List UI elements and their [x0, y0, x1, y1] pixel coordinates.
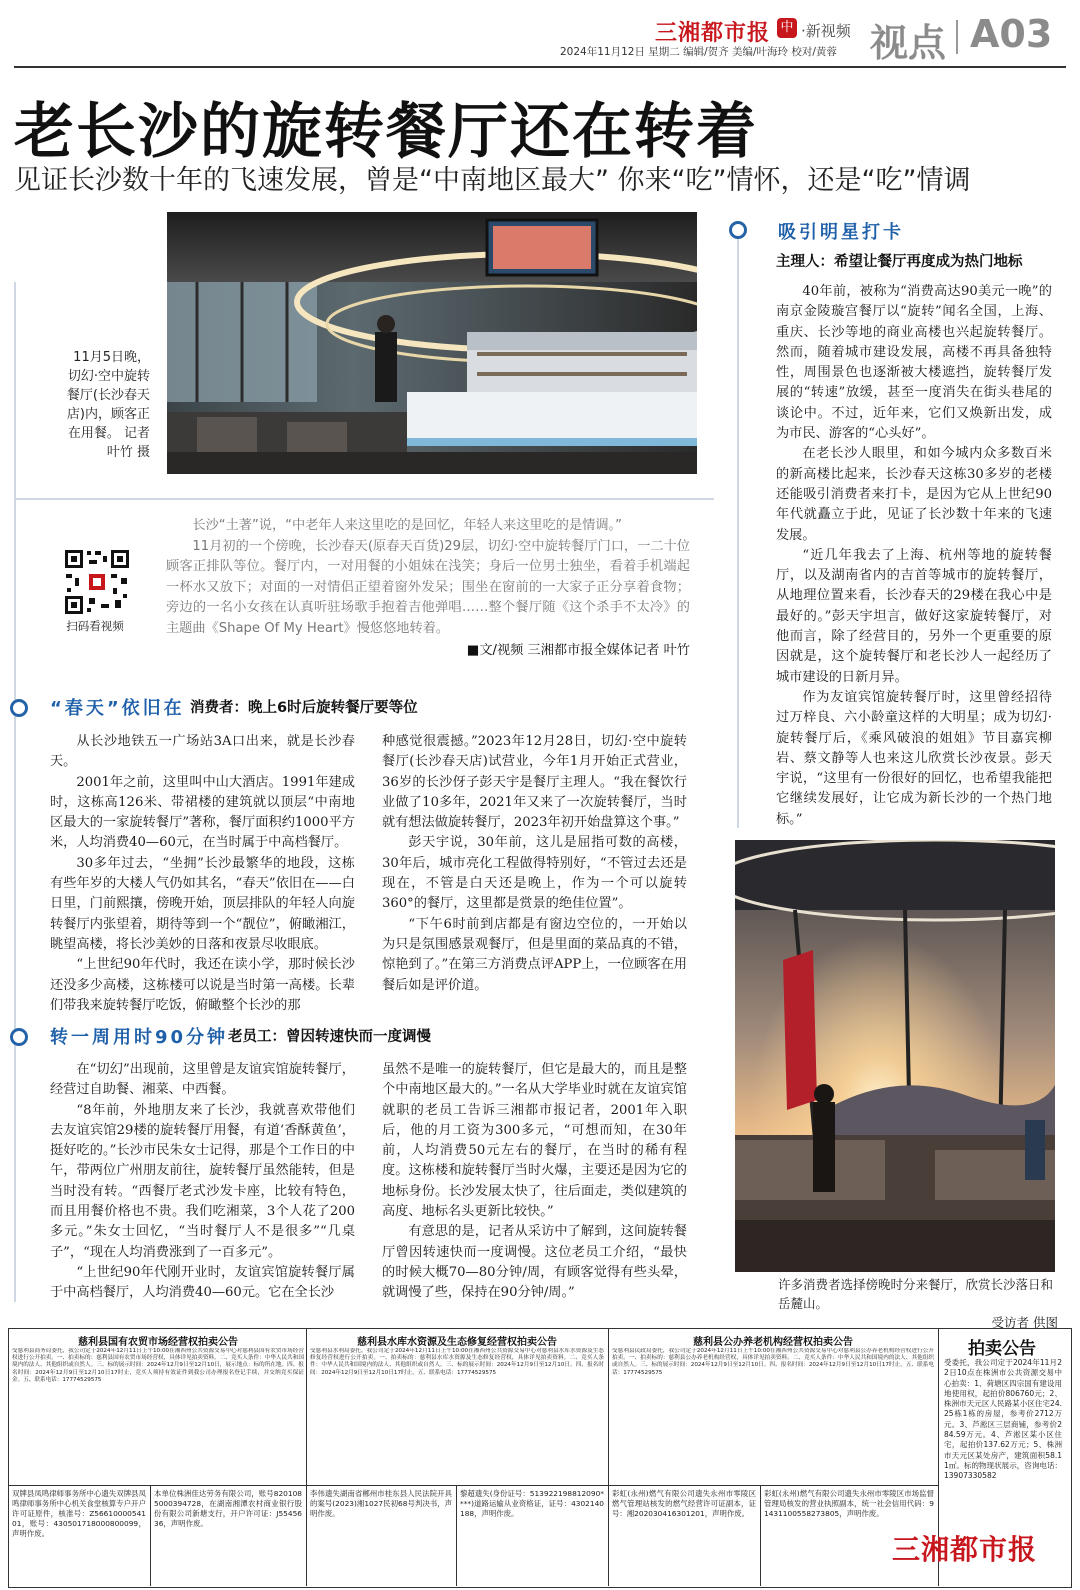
section2-title: 转一周用时90分钟	[50, 1027, 229, 1048]
paragraph: 30多年过去，“坐拥”长沙最繁华的地段，这栋有些年岁的大楼人气仍如其名，“春天”依旧在——白日里，门前熙攘，傍晚开始，顶层排队的年轻人向旋转餐厅内张望着，期待等到一个“靓位”，俯瞰湘江，眺望高楼，将长沙美妙的日落和夜景尽收眼底。	[50, 855, 355, 952]
top-rule	[14, 66, 1066, 68]
ad2-title: 慈利县水库水资源及生态修复经营权拍卖公告	[357, 1337, 557, 1348]
notice-small-5: 彩虹(永州)燃气有限公司遗失永州市零陵区燃气管理站核发的燃气经营许可证副本，证号：湘202030416301201，声明作废。	[612, 1489, 756, 1518]
notice-small-6: 彩虹(永州)燃气有限公司遗失永州市零陵区市场监督管理局核发的营业执照副本，统一社会信用代码：91431100558273805，声明作废。	[764, 1489, 934, 1518]
section1-column-2	[382, 732, 687, 996]
restaurant-interior-illustration	[167, 212, 697, 474]
ad-divider	[150, 1486, 151, 1586]
lead-paragraph: 11月初的一个傍晚，长沙春天(原春天百货)29层，切幻·空中旋转餐厅门口，一二十位顾客正排队等位。餐厅内，一对用餐的小姐妹在浅笑；身后一位男士独坐，看着手机端起一杯水又放下；对面的一对情侣正望着窗外发呆；围坐在窗前的一大家子正分享着食物；旁边的一名小女孩在认真听驻场歌手抱着吉他弹唱……整个餐厅随《这个杀手不太冷》的主题曲《Shape Of My Heart》慢悠悠地转着。	[166, 538, 690, 636]
paragraph: 有意思的是，记者从采访中了解到，这间旋转餐厅曾因转速快而一度调慢。这位老员工介绍，“最快的时候大概70—80分钟/周，有顾客觉得有些头晕，就调慢了些，保持在90分钟/周。”	[382, 1224, 687, 1301]
ad-divider	[456, 1486, 457, 1586]
masthead-meta: 2024年11月12日 星期二 编辑/贺齐 美编/叶海玲 校对/黄蓉	[560, 46, 837, 58]
ad3-body: 受慈利县民政局委托，我公司定于2024年12月11日上午10:00在湘西州公共资源交易中心对慈利县公办养老机构经营权进行公开拍卖。一、拍卖标的：慈利县公办养老机构经营权，具体详见拍卖资料。二、竞买人条件：中华人民共和国境内的法人、其他组织或自然人。三、标的展示时间：2024年12月9日至12月10日。四、报名时间：2024年12月9日至12月10日17时止。五、联系电话：17774529575	[612, 1348, 934, 1376]
paragraph: “近几年我去了上海、杭州等地的旋转餐厅，以及湖南省内的吉首等城市的旋转餐厅，从地理位置来看，长沙春天的29楼在我心中是最好的。”彭天宇坦言，做好这家旋转餐厅，对他而言，除了经营目的，另外一个更重要的原因就是，这个旋转餐厅和老长沙人一起经历了城市建设的日新月异。	[776, 547, 1052, 685]
section-marker-icon	[729, 221, 747, 239]
masthead-video-label: ·新视频	[801, 22, 851, 40]
paragraph: 2001年之前，这里叫中山大酒店。1991年建成时，这栋高126米、带裙楼的建筑就以顶层“中南地区最大的一家旋转餐厅”著称，餐厅面积约1000平方米，人均消费40—60元，在当时属于中高档餐厅。	[50, 774, 355, 851]
paragraph: 虽然不是唯一的旋转餐厅，但它是最大的，而且是整个中南地区最大的。”一名从大学毕业时就在友谊宾馆就职的老员工告诉三湘都市报记者，2001年入职后，他的月工资为300多元，“可想而知，在30年前，人均消费50元左右的餐厅，在当时的稀有程度。这栋楼和旋转餐厅当时火爆，主要还是因为它的地标身份。长沙发展太快了，往后面走，类似建筑的高度、地标名头更新比较快。”	[382, 1062, 687, 1220]
masthead-divider	[956, 20, 958, 54]
article-lead	[166, 516, 690, 662]
restaurant-interior-photo	[167, 212, 697, 474]
ad1-body: 受慈利县商务局委托，我公司定于2024年12月11日上午10:00在湘西州公共资源交易中心对慈利县国有农贸市场经营权进行公开拍卖。一、拍卖标的：慈利县国有农贸市场经营权，具体详见拍卖资料。二、竞买人条件：中华人民共和国境内的法人、其他组织或自然人。三、标的展示时间：2024年12月9日至12月10日，展示地点：标的所在地。四、报名时间：2024年12月9日至12月10日17时止，竞买人须持有效证件到我公司办理报名登记手续，并交纳竞买保证金。五、联系电话：17774529575	[12, 1348, 304, 1383]
headline: 老长沙的旋转餐厅还在转着	[14, 97, 758, 167]
paragraph: 在老长沙人眼里，和如今城内众多数百米的新高楼比起来，长沙春天这栋30多岁的老楼还能吸引消费者来打卡，是因为它从上世纪90年代就矗立于此，见证了长沙数十年来的飞速发展。	[776, 446, 1052, 543]
paragraph: 彭天宇说，30年前，这儿是屈指可数的高楼，30年后，城市亮化工程做得特别好，“不管过去还是现在，不管是白天还是晚上，作为一个可以旋转360°的餐厅，这里都是赏景的绝佳位置”。	[382, 835, 687, 912]
paragraph: “上世纪90年代时，我还在读小学，那时候长沙还没多少高楼，这栋楼可以说是当时第一高楼。长辈们带我来旋转餐厅吃饭，俯瞰整个长沙的那	[50, 957, 355, 1013]
frame-line-right	[737, 228, 739, 828]
qr-code-icon	[63, 548, 131, 616]
section1-column-1	[50, 732, 355, 1016]
paragraph: 种感觉很震撼。”2023年12月28日，切幻·空中旋转餐厅(长沙春天店)试营业，今年1月开始正式营业，36岁的长沙伢子彭天宇是餐厅主理人。“我在餐饮行业做了10多年，2021年又来了一次旋转餐厅，当时就有想法做旋转餐厅，2023年初开始盘算这个事。”	[382, 734, 687, 831]
frame-line-left	[14, 282, 16, 1302]
byline: ■文/视频 三湘都市报全媒体记者 叶竹	[466, 643, 690, 658]
paragraph: 在“切幻”出现前，这里曾是友谊宾馆旋转餐厅，经营过自助餐、湘菜、中西餐。	[50, 1062, 355, 1098]
section3-title: 吸引明星打卡	[778, 222, 904, 243]
ad-divider	[306, 1328, 307, 1485]
section1-subtitle: 消费者：晚上6时后旋转餐厅要等位	[190, 700, 418, 716]
sunset-view-photo	[735, 840, 1055, 1272]
section2-column-1	[50, 1060, 355, 1304]
ad-divider	[608, 1486, 609, 1586]
ad-divider-horizontal	[8, 1485, 938, 1486]
ad3-title: 慈利县公办养老机构经营权拍卖公告	[693, 1337, 853, 1348]
section3-column	[776, 282, 1052, 830]
photo2-caption	[778, 1275, 1058, 1332]
paragraph: “8年前，外地朋友来了长沙，我就喜欢带他们去友谊宾馆29楼的旋转餐厅用餐，有道‘香酥黄鱼’，挺好吃的。”长沙市民朱女士记得，那是个工作日的中午，带两位广州朋友前往，旋转餐厅虽然能转，但是当时没有转。“西餐厅老式沙发卡座，比较有特色，而且用餐价格也不贵。我们吃湘菜，3个人花了200多元。”朱女士回忆，“当时餐厅人不是很多”“几桌子”，“现在人均消费涨到了一百多元”。	[50, 1102, 355, 1260]
auction-notice-title: 拍卖公告	[968, 1339, 1036, 1359]
notice-small-3: 李伟遗失湖南省郴州市桂东县人民法院开具的案号(2023)湘1027民初68号判决书，声明作废。	[310, 1489, 452, 1518]
paragraph: “上世纪90年代刚开业时，友谊宾馆旋转餐厅属于中高档餐厅，人均消费40—60元。它在全长沙	[50, 1264, 355, 1301]
section1-title: “春天”依旧在	[50, 698, 185, 719]
photo1-caption: 11月5日晚，切幻·空中旋转餐厅(长沙春天店)内，顾客正在用餐。 记者 叶竹 摄	[66, 350, 150, 460]
paragraph: 作为友谊宾馆旋转餐厅时，这里曾经招待过万梓良、六小龄童这样的大明星；成为切幻·旋转餐厅后，《乘风破浪的姐姐》节目嘉宾柳岩、蔡文静等人也来这儿欣赏长沙夜景。彭天宇说，“这里有一份很好的回忆，也希望我能把它继续发展好，让它成为新长沙的一个热门地标。”	[776, 689, 1052, 827]
section2-column-2	[382, 1060, 687, 1304]
ad1-title: 慈利县国有农贸市场经营权拍卖公告	[78, 1337, 238, 1348]
ad-divider	[760, 1486, 761, 1586]
section-name: 视点	[870, 21, 947, 65]
section3-subtitle: 主理人：希望让餐厅再度成为热门地标	[776, 254, 1023, 270]
section2-subtitle: 老员工：曾因转速快而一度调慢	[228, 1029, 431, 1045]
paragraph: 从长沙地铁五一广场站3A口出来，就是长沙春天。	[50, 734, 355, 770]
section-marker-icon	[10, 699, 28, 717]
frame-line-intro	[14, 498, 714, 500]
lead-paragraph: 长沙“土著”说，“中老年人来这里吃的是回忆，年轻人来这里吃的是情调。”	[192, 518, 622, 533]
ad2-body: 受慈利县水利局委托，我公司定于2024年12月11日上午10:00在湘西州公共资源交易中心对慈利县水库水资源及生态修复经营权进行公开拍卖。一、拍卖标的：慈利县水库水资源及生态修复经营权，具体详见拍卖资料。二、竞买人条件：中华人民共和国境内的法人、其他组织或自然人。三、标的展示时间：2024年12月9日至12月10日。四、报名时间：2024年12月9日至12月10日17时止。五、联系电话：17774529575	[310, 1348, 604, 1376]
notice-small-2: 本单位株洲佳达劳务有限公司，账号8201085000394728，在湖南湘潭农村商业银行股份有限公司新塘支行，开户许可证：J5545636，声明作废。	[154, 1489, 302, 1528]
qr-code[interactable]	[63, 548, 131, 616]
ad-divider	[608, 1328, 609, 1485]
page-number: A03	[970, 12, 1053, 56]
sunset-view-illustration	[735, 840, 1055, 1272]
subheadline: 见证长沙数十年的飞速发展，曾是“中南地区最大” 你来“吃”情怀，还是“吃”情调	[14, 165, 971, 196]
photo2-credit: 受访者 供图	[991, 1315, 1058, 1330]
paragraph: “下午6时前到店都是有窗边空位的，一开始以为只是氛围感景观餐厅，但是里面的菜品真的不错，惊艳到了。”在第三方消费点评APP上，一位顾客在用餐后如是评价道。	[382, 916, 687, 993]
auction-notice-body: 受委托，我公司定于2024年11月22日10点在株洲市公共资源交易中心拍卖：1、荷塘区四宗国有建设用地使用权，起拍价806760元；2、株洲市天元区人民路某小区住宅24.25栋1栋的房屋，参考价2712万元。3、芦淞区三层商铺，参考价284.59万元。4、芦淞区某小区住宅，起拍价137.62万元；5、株洲市天元区某处房产，建筑面积58.11㎡。标的物现状展示，咨询电话：13907330582	[944, 1358, 1062, 1481]
qr-label: 扫码看视频	[66, 619, 124, 633]
photo2-caption-text: 许多消费者选择傍晚时分来餐厅，欣赏长沙落日和岳麓山。	[778, 1277, 1054, 1311]
ad-divider	[306, 1486, 307, 1586]
section-marker-icon	[10, 1028, 28, 1046]
footer-brand: 三湘都市报	[892, 1533, 1038, 1566]
brand-logo-icon: 中	[777, 18, 797, 38]
notice-small-4: 黎超遗失(身份证号：513922198812090****)道路运输从业资格证，证号：4302140188，声明作废。	[460, 1489, 604, 1518]
paragraph: 40年前，被称为“消费高达90美元一晚”的南京金陵璇宫餐厅以“旋转”闻名全国，上海、重庆、长沙等地的商业高楼也兴起旋转餐厅。然而，随着城市建设发展，高楼不再具备独特性，周围景色也逐渐被大楼遮挡，旋转餐厅发展的“转速”放缓，甚至一度消失在街头巷尾的谈论中。不过，近年来，它们又焕新出发，成为市民、游客的“心头好”。	[776, 284, 1052, 442]
notice-small-1: 双牌县凤鸣律师事务所中心遗失双牌县凤鸣律师事务所中心机关食堂核算专户开户许可证原件，核准号：Z5661000054101，账号：430501718000800099，声明作废。	[12, 1489, 146, 1538]
masthead-brand: 三湘都市报	[655, 21, 771, 46]
